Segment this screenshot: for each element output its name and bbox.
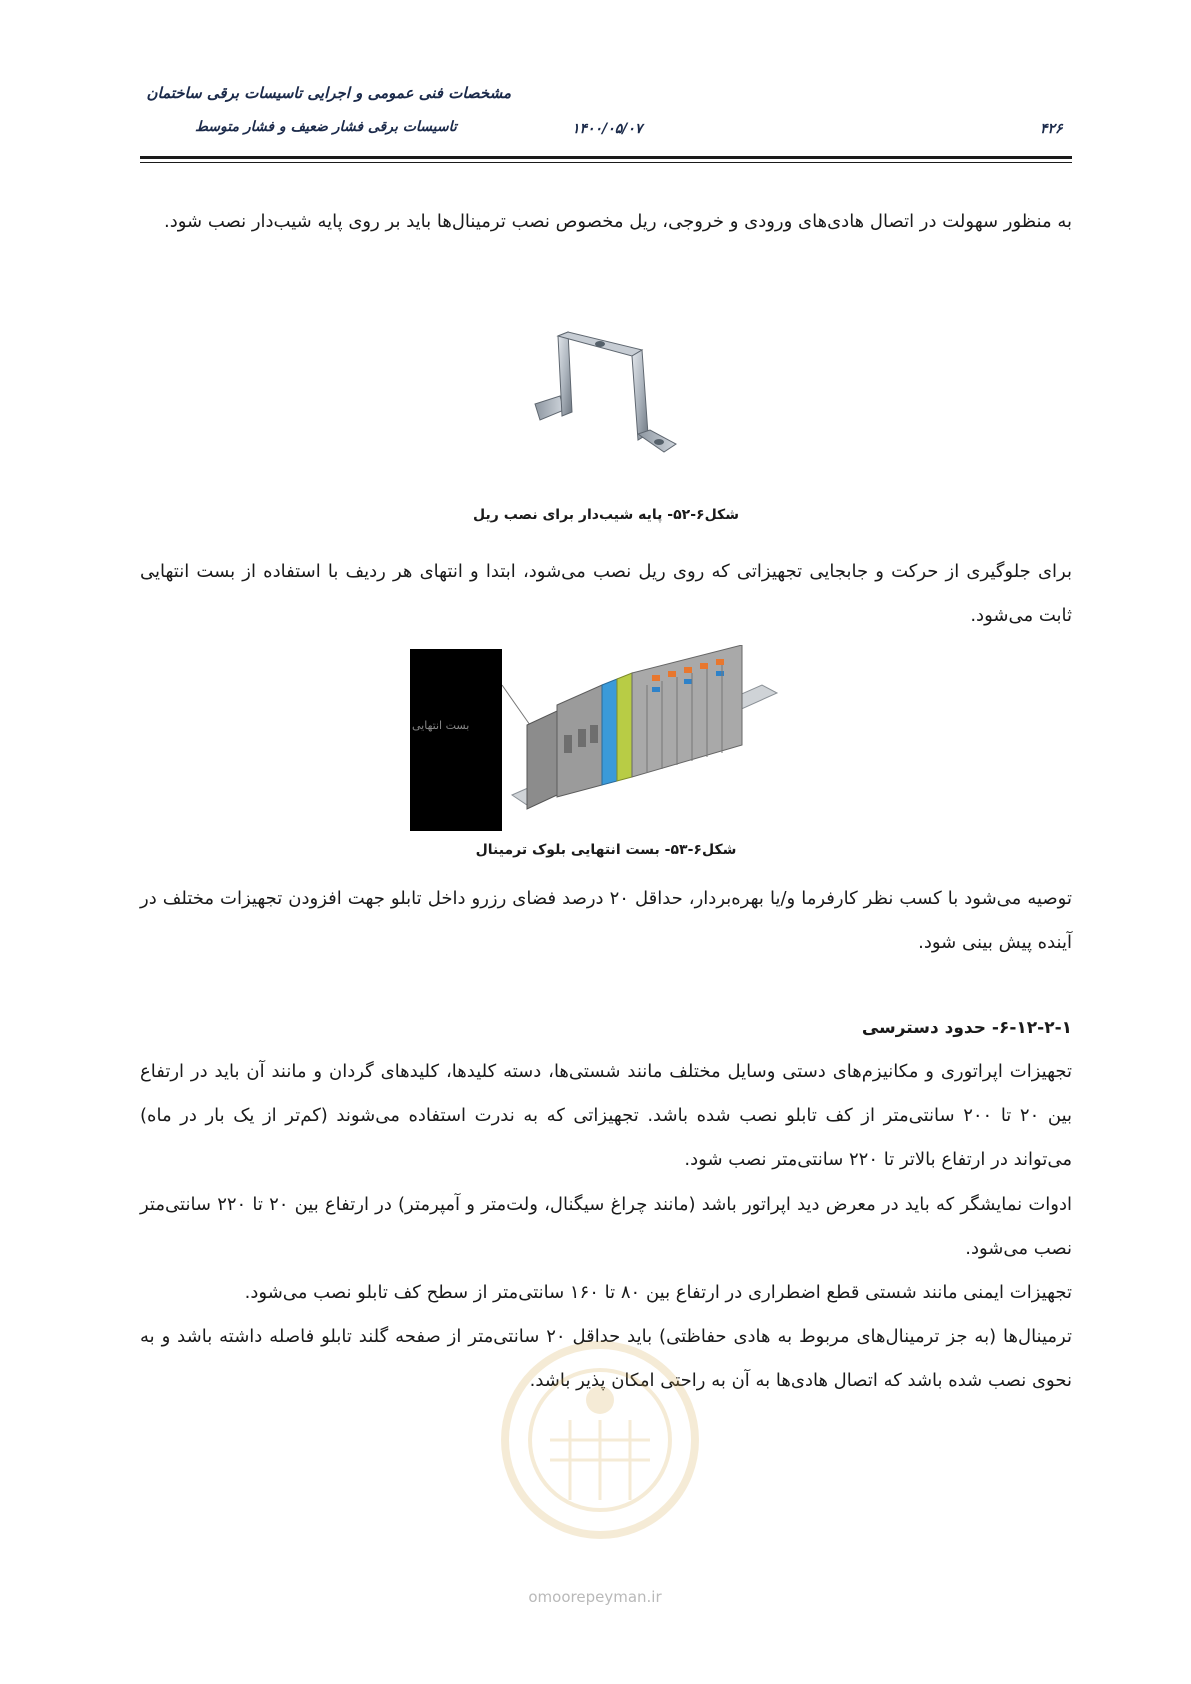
document-title: مشخصات فنی عمومی و اجرایی تاسیسات برقی ساختمان (146, 84, 511, 102)
paragraph-safety-equipment: تجهیزات ایمنی مانند شستی قطع اضطراری در ارتفاع بین ۸۰ تا ۱۶۰ سانتی‌متر از سطح کف تابلو نصب می‌شود. (244, 1282, 1072, 1303)
figure-caption-52: شکل۶-۵۲- پایه شیب‌دار برای نصب ریل (473, 507, 739, 523)
paragraph-operator-equipment: تجهیزات اپراتوری و مکانیزم‌های دستی وسایل مختلف مانند شستی‌ها، دسته کلیدها، کلیدهای گردان و مانند آن باید در ارتفاع بین ۲۰ تا ۲۰۰ سانتی‌متر از کف تابلو نصب شده باشد. تجهیزاتی که به ندرت استفاده می‌شوند (کم‌تر از یک بار در ماه) می‌تواند در ارتفاع بالاتر تا ۲۲۰ سانتی‌متر نصب شود. (140, 1061, 1073, 1170)
header-rule-thin (140, 162, 1072, 163)
document-subtitle: تاسیسات برقی فشار ضعیف و فشار متوسط (195, 119, 457, 135)
paragraph-rail-mounting: به منظور سهولت در اتصال هادی‌های ورودی و خروجی، ریل مخصوص نصب ترمینال‌ها باید بر روی پایه شیب‌دار نصب شود. (163, 211, 1072, 232)
figure-black-panel (410, 649, 502, 831)
figure-caption-53: شکل۶-۵۳- بست انتهایی بلوک ترمینال (475, 842, 737, 858)
watermark-url: omoorepeyman.ir (528, 1588, 662, 1606)
terminal-block-image (502, 645, 782, 825)
paragraph-terminals: ترمینال‌ها (به جز ترمینال‌های مربوط به هادی حفاظتی) باید حداقل ۲۰ سانتی‌متر از صفحه گلند تابلو فاصله داشته باشد و به نحوی نصب شده باشد که اتصال هادی‌ها به آن به راحتی امکان پذیر باشد. (140, 1326, 1072, 1391)
watermark-logo (490, 1330, 710, 1570)
paragraph-display-devices: ادوات نمایشگر که باید در معرض دید اپراتور باشد (مانند چراغ سیگنال، ولت‌متر و آمپرمتر) در ارتفاع بین ۲۰ تا ۲۲۰ سانتی‌متر نصب می‌شود. (140, 1194, 1073, 1259)
document-date: ۱۴۰۰/۰۵/۰۷ (572, 121, 643, 137)
paragraph-end-stop: برای جلوگیری از حرکت و جابجایی تجهیزاتی که روی ریل نصب می‌شود، ابتدا و انتهای هر ردیف با استفاده از بست انتهایی ثابت می‌شود. (140, 561, 1072, 626)
page-number: ۴۲۶ (1040, 121, 1063, 137)
sloped-rail-bracket-image (530, 326, 680, 476)
header-rule-thick (140, 156, 1072, 159)
section-heading-access-limits: ۶-۱۲-۲-۱- حدود دسترسی (861, 1018, 1072, 1038)
end-stop-label: بست انتهایی (412, 719, 470, 732)
paragraph-reserve-space: توصیه می‌شود با کسب نظر کارفرما و/یا بهره‌بردار، حداقل ۲۰ درصد فضای رزرو داخل تابلو جهت افزودن تجهیزات مختلف در آینده پیش بینی شود. (140, 888, 1072, 953)
